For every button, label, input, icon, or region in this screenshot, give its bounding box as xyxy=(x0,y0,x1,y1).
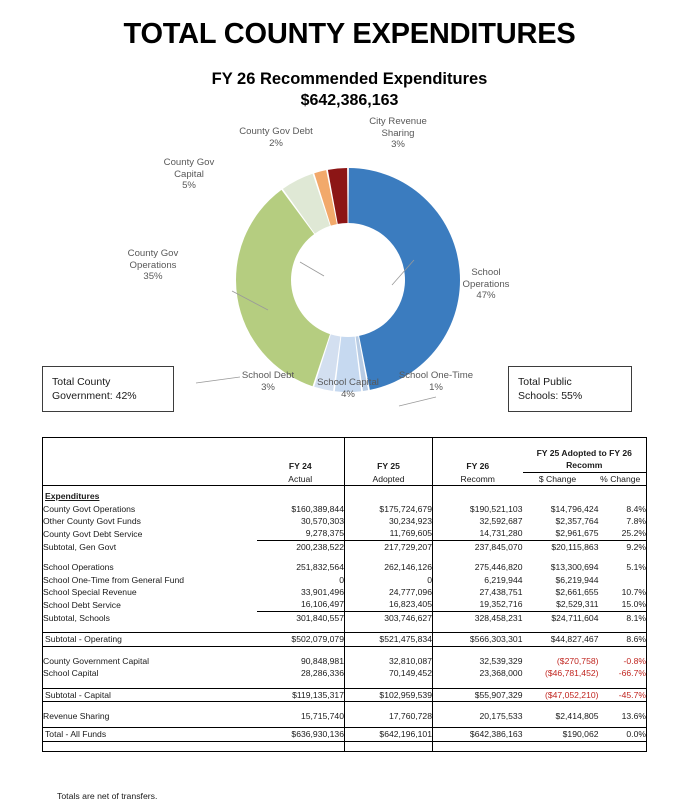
cell-fy25: 32,810,087 xyxy=(345,655,433,667)
cell-dollar-change: ($46,781,452) xyxy=(544,668,599,679)
row-label: County Government Capital xyxy=(43,655,150,666)
chart-total-amount: $642,386,163 xyxy=(300,92,399,109)
header-blank xyxy=(43,438,257,473)
row-label: Other County Govt Funds xyxy=(43,516,141,527)
table-row xyxy=(43,710,647,722)
row-label: School Capital xyxy=(43,668,99,679)
cell-fy26: 6,219,944 xyxy=(484,574,523,585)
header-change-span xyxy=(523,438,647,473)
cell-fy25: 217,729,207 xyxy=(345,540,433,553)
cell-percent-change: -0.8% xyxy=(623,655,646,666)
cell-percent-change: -66.7% xyxy=(618,668,646,679)
label-line: School Capital xyxy=(317,377,379,388)
label-line: County Gov Debt xyxy=(239,126,313,137)
cell-fy24: 28,286,336 xyxy=(257,667,345,679)
cell-dollar-change: $2,529,311 xyxy=(556,599,599,610)
cell-percent-change: 10.7% xyxy=(621,587,646,598)
cell-percent-change: 15.0% xyxy=(621,599,646,610)
table-row xyxy=(43,667,647,679)
label-line: Capital xyxy=(174,168,204,180)
expenditures-table-wrap xyxy=(42,437,646,752)
cell-percent-change: 7.8% xyxy=(626,516,646,527)
table-spacer xyxy=(43,624,647,633)
table-bottom-spacer xyxy=(43,741,647,751)
cell-fy24: 16,106,497 xyxy=(257,598,345,611)
slice-label-school-operations xyxy=(440,267,532,302)
table-row xyxy=(43,561,647,573)
cell-dollar-change: $44,827,467 xyxy=(523,633,599,646)
callout-line: Schools: 55% xyxy=(518,390,583,402)
table-row-subtotal-schools xyxy=(43,611,647,624)
cell-fy24: 30,570,303 xyxy=(257,515,345,527)
cell-fy25: 303,746,627 xyxy=(345,611,433,624)
label-line: County Gov xyxy=(163,157,215,168)
table-row xyxy=(43,574,647,586)
cell-dollar-change: $14,796,424 xyxy=(550,503,599,514)
label-percent: 47% xyxy=(476,290,496,302)
table-header-row-bottom xyxy=(43,473,647,486)
table-row-subtotal-operating xyxy=(43,633,647,646)
cell-fy24: $119,135,317 xyxy=(257,688,345,701)
cell-fy24: 0 xyxy=(257,574,345,586)
table-header-row-top xyxy=(43,438,647,473)
table-section-header xyxy=(43,486,647,503)
table-row xyxy=(43,527,647,540)
cell-fy25: $521,475,834 xyxy=(345,633,433,646)
callout-line: Total Public xyxy=(518,376,572,388)
label-percent: 35% xyxy=(143,271,163,283)
cell-dollar-change: $190,062 xyxy=(523,728,599,741)
row-label: School One-Time from General Fund xyxy=(43,574,185,585)
cell-fy26: 32,592,687 xyxy=(479,516,523,527)
cell-dollar-change: $13,300,694 xyxy=(550,562,599,573)
label-line: Operations xyxy=(462,278,510,290)
label-line: Operations xyxy=(129,259,177,271)
section-header-expenditures: Expenditures xyxy=(45,491,100,502)
slice-label-school-capital xyxy=(302,377,394,400)
cell-dollar-change: $24,711,604 xyxy=(523,611,599,624)
cell-dollar-change: $2,414,805 xyxy=(555,710,599,721)
cell-dollar-change: $2,661,655 xyxy=(555,587,599,598)
table-row xyxy=(43,586,647,598)
cell-fy26: $566,303,301 xyxy=(433,633,523,646)
header-dollar-change: $ Change xyxy=(523,473,599,486)
table-row xyxy=(43,598,647,611)
cell-fy26: 27,438,751 xyxy=(479,587,523,598)
cell-percent-change: 25.2% xyxy=(621,528,646,539)
table-spacer xyxy=(43,680,647,689)
label-percent: 5% xyxy=(182,180,196,192)
row-label: Subtotal, Gen Govt xyxy=(43,541,117,552)
row-label: School Special Revenue xyxy=(43,587,137,598)
row-label: School Operations xyxy=(43,562,114,573)
slice-label-city-revenue-sharing xyxy=(348,116,448,151)
row-label: Total - All Funds xyxy=(43,728,257,741)
cell-fy24: 15,715,740 xyxy=(257,710,345,722)
table-spacer xyxy=(43,646,647,655)
cell-percent-change xyxy=(599,574,647,586)
cell-fy26: 14,731,280 xyxy=(479,528,523,539)
expenditures-table xyxy=(42,437,647,752)
cell-fy25: $175,724,679 xyxy=(345,503,433,515)
cell-dollar-change: ($270,758) xyxy=(556,655,599,666)
label-percent: 4% xyxy=(341,388,355,400)
cell-fy25: 0 xyxy=(345,574,433,586)
cell-fy24: $502,079,079 xyxy=(257,633,345,646)
header-fy26-line2: Recomm xyxy=(433,473,523,486)
cell-fy25: 16,823,405 xyxy=(345,598,433,611)
table-row-subtotal-capital xyxy=(43,688,647,701)
cell-percent-change: 0.0% xyxy=(599,728,647,741)
cell-fy25: 24,777,096 xyxy=(345,586,433,598)
cell-fy25: $102,959,539 xyxy=(345,688,433,701)
row-label: Revenue Sharing xyxy=(43,710,110,721)
table-footnote: Totals are net of transfers. xyxy=(57,791,158,801)
cell-fy24: $636,930,136 xyxy=(257,728,345,741)
cell-fy24: $160,389,844 xyxy=(257,503,345,515)
row-label: County Govt Operations xyxy=(43,503,136,514)
slice-label-school-debt xyxy=(222,370,314,393)
cell-fy26: 32,539,329 xyxy=(479,655,523,666)
cell-percent-change: 8.6% xyxy=(599,633,647,646)
cell-dollar-change: $6,219,944 xyxy=(555,574,599,585)
cell-fy25: $642,196,101 xyxy=(345,728,433,741)
cell-fy24: 90,848,981 xyxy=(257,655,345,667)
cell-fy26: 23,368,000 xyxy=(479,668,523,679)
cell-fy26: 328,458,231 xyxy=(433,611,523,624)
row-label: School Debt Service xyxy=(43,599,121,610)
donut-slices xyxy=(236,168,460,392)
label-line: Sharing xyxy=(381,127,415,139)
cell-fy25: 70,149,452 xyxy=(345,667,433,679)
cell-fy26: 275,446,820 xyxy=(474,562,523,573)
chart-title: FY 26 Recommended Expenditures xyxy=(211,70,488,88)
header-blank-2 xyxy=(43,473,257,486)
label-percent: 3% xyxy=(261,381,275,393)
header-fy25-line2: Adopted xyxy=(345,473,433,486)
header-fy24-line1: FY 24 xyxy=(257,438,345,473)
row-label: Subtotal, Schools xyxy=(43,612,110,623)
cell-fy26: $190,521,103 xyxy=(469,503,523,514)
cell-percent-change: 9.2% xyxy=(599,540,647,553)
cell-fy24: 33,901,496 xyxy=(257,586,345,598)
label-line: City Revenue xyxy=(369,116,427,127)
header-fy24-line2: Actual xyxy=(257,473,345,486)
table-row xyxy=(43,503,647,515)
label-percent: 2% xyxy=(269,137,283,149)
label-line: School One-Time xyxy=(398,370,474,381)
cell-dollar-change: $20,115,863 xyxy=(523,540,599,553)
cell-percent-change: 8.4% xyxy=(626,503,646,514)
cell-fy25: 17,760,728 xyxy=(345,710,433,722)
slice-label-county-gov-debt xyxy=(206,126,346,149)
label-line: School xyxy=(471,267,501,278)
callout-total-public-schools xyxy=(508,366,632,412)
callout-line: Total County xyxy=(52,376,111,388)
callout-total-county-government xyxy=(42,366,174,412)
cell-fy26: 237,845,070 xyxy=(433,540,523,553)
cell-percent-change: 8.1% xyxy=(599,611,647,624)
slice-label-school-one-time xyxy=(386,370,486,393)
row-label: Subtotal - Operating xyxy=(43,633,257,646)
cell-percent-change: -45.7% xyxy=(599,688,647,701)
cell-fy26: 19,352,716 xyxy=(479,599,523,610)
cell-fy25: 30,234,923 xyxy=(345,515,433,527)
cell-fy24: 9,278,375 xyxy=(257,527,345,540)
cell-fy26: 20,175,533 xyxy=(479,710,523,721)
slice-label-county-gov-capital xyxy=(146,157,232,192)
table-row xyxy=(43,515,647,527)
header-fy26-line1: FY 26 xyxy=(466,461,490,472)
cell-fy24: 251,832,564 xyxy=(257,561,345,573)
label-line: School Debt xyxy=(241,370,295,381)
cell-fy25: 11,769,605 xyxy=(345,527,433,540)
callout-line: Government: 42% xyxy=(52,390,137,402)
row-label: County Govt Debt Service xyxy=(43,528,143,539)
table-row xyxy=(43,655,647,667)
row-label: Subtotal - Capital xyxy=(43,688,257,701)
label-percent: 3% xyxy=(391,139,405,151)
cell-percent-change: 5.1% xyxy=(626,562,646,573)
table-spacer xyxy=(43,553,647,561)
slice-label-county-gov-operations xyxy=(108,248,198,283)
page-title: TOTAL COUNTY EXPENDITURES xyxy=(123,18,576,50)
label-percent: 1% xyxy=(429,381,443,393)
cell-fy26: $55,907,329 xyxy=(433,688,523,701)
header-percent-change: % Change xyxy=(599,473,647,486)
table-row-total-all-funds xyxy=(43,728,647,741)
table-row-subtotal-gen-govt xyxy=(43,540,647,553)
table-spacer xyxy=(43,701,647,710)
header-change-span-label: FY 25 Adopted to FY 26 Recomm xyxy=(523,447,647,473)
cell-dollar-change: ($47,052,210) xyxy=(523,688,599,701)
cell-dollar-change: $2,357,764 xyxy=(555,516,599,527)
cell-fy25: 262,146,126 xyxy=(345,561,433,573)
header-fy25-line1: FY 25 xyxy=(345,438,433,473)
cell-fy26: $642,386,163 xyxy=(433,728,523,741)
cell-fy24: 200,238,522 xyxy=(257,540,345,553)
cell-percent-change: 13.6% xyxy=(621,710,646,721)
label-line: County Gov xyxy=(127,248,179,259)
cell-fy24: 301,840,557 xyxy=(257,611,345,624)
cell-dollar-change: $2,961,675 xyxy=(555,528,599,539)
